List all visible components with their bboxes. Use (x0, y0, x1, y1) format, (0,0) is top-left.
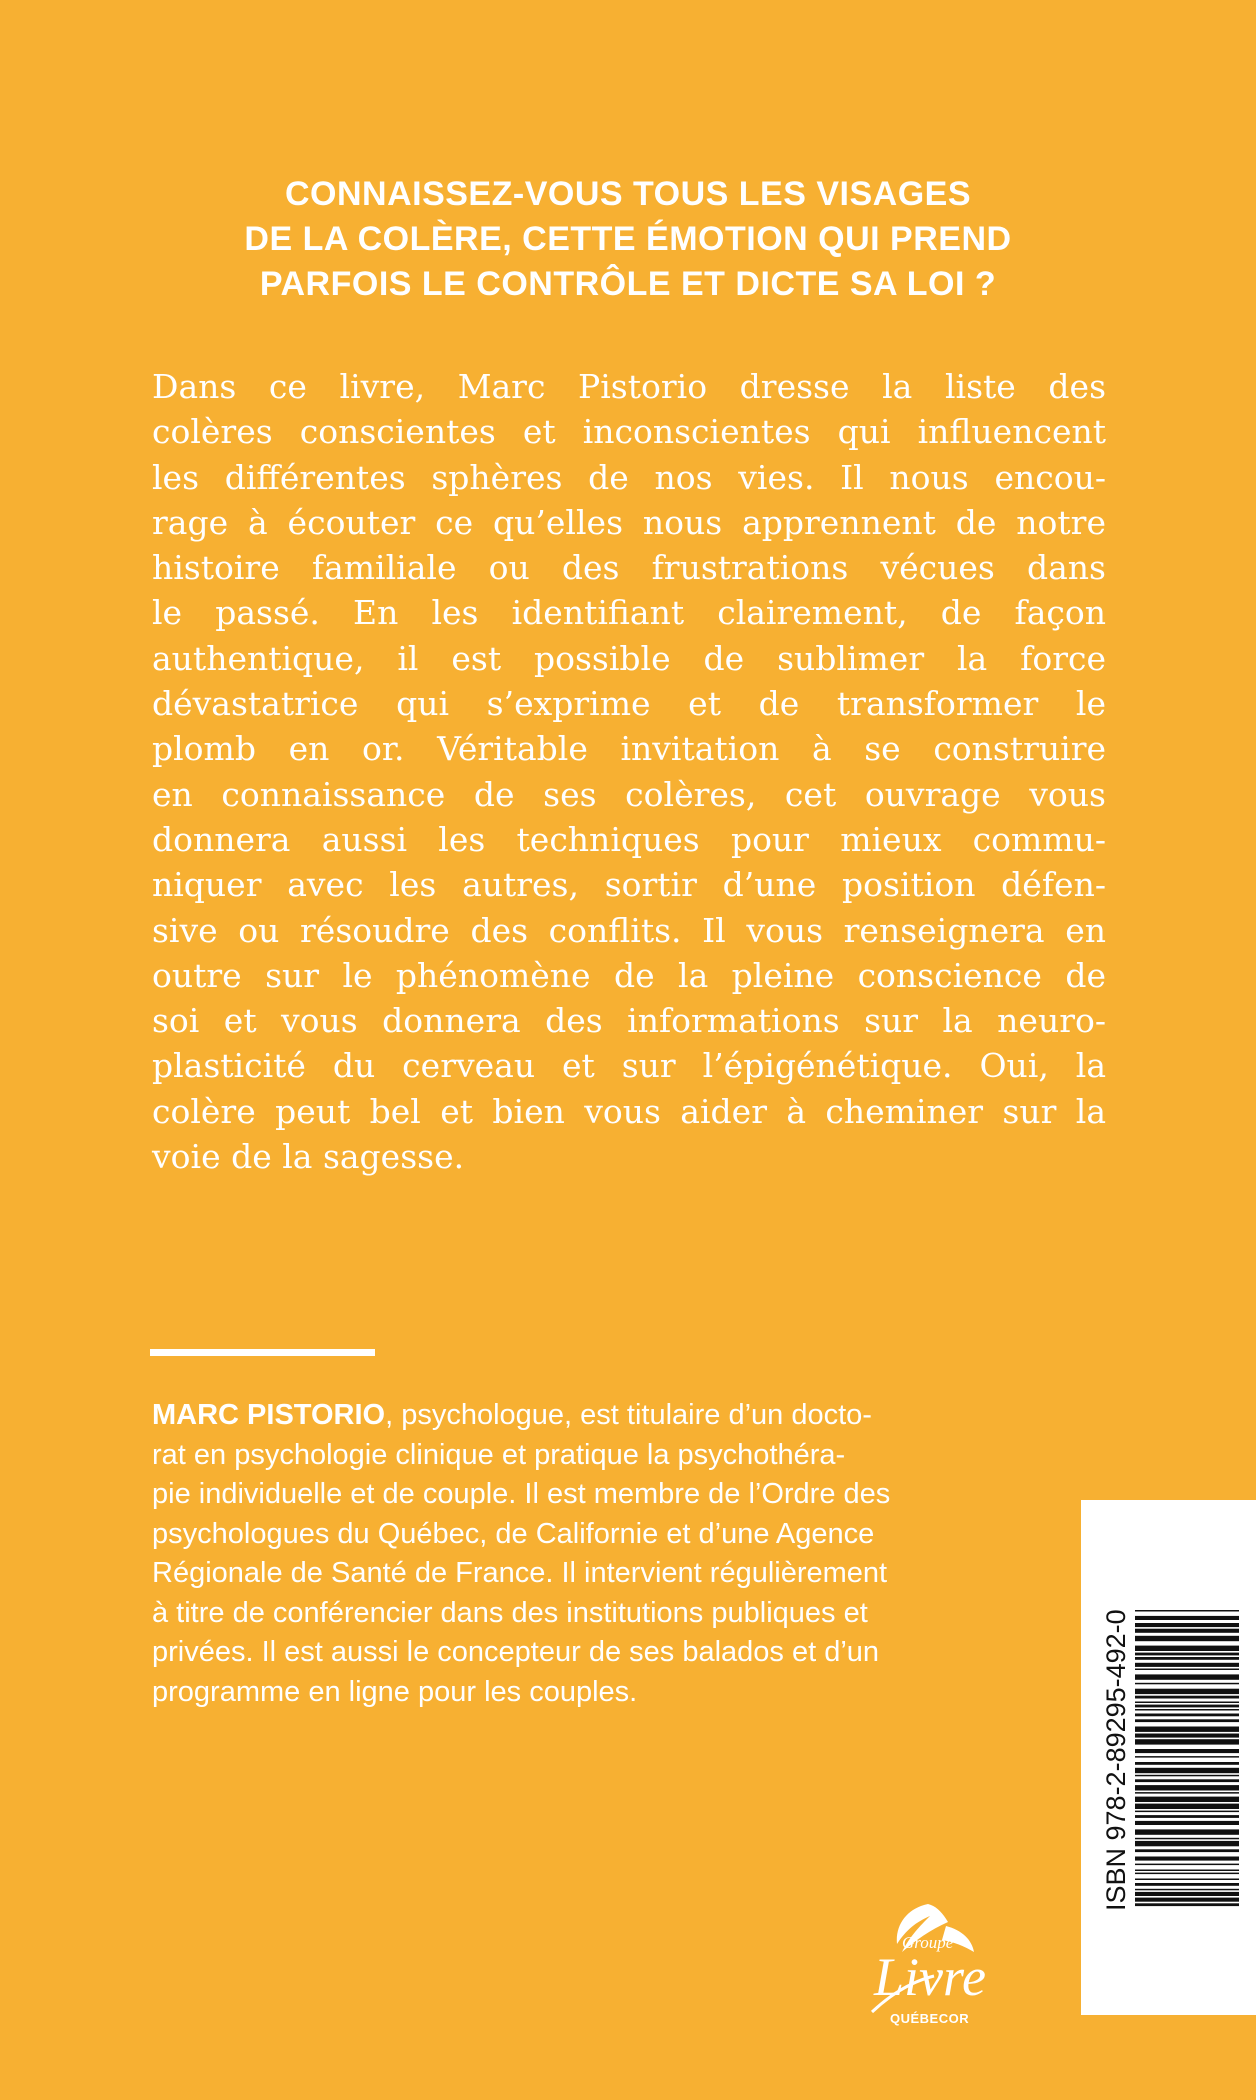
headline (150, 172, 1106, 307)
section-divider (150, 1349, 375, 1356)
barcode-bar (1135, 1898, 1239, 1902)
barcode-bar (1135, 1811, 1239, 1813)
barcode-bar (1135, 1756, 1239, 1758)
barcode-bar (1135, 1727, 1239, 1732)
barcode-bar (1135, 1797, 1239, 1802)
barcode-bar (1135, 1804, 1239, 1809)
headline-line: CONNAISSEZ-VOUS TOUS LES VISAGES (284, 175, 972, 213)
barcode-bar (1135, 1903, 1239, 1906)
barcode-bar (1135, 1821, 1239, 1825)
description-line: sive ou résoudre des conflits. Il vous renseignera en (152, 910, 1106, 950)
barcode-bar (1135, 1849, 1239, 1852)
barcode-bar (1135, 1657, 1239, 1660)
barcode-bar (1135, 1696, 1239, 1699)
barcode-bar (1135, 1829, 1239, 1834)
headline-line: DE LA COLÈRE, CETTE ÉMOTION QUI PREND (244, 220, 1012, 258)
barcode-bar (1135, 1719, 1239, 1722)
barcode-bar (1135, 1669, 1239, 1671)
barcode-bar (1135, 1636, 1239, 1641)
barcode-bar (1135, 1857, 1239, 1861)
barcode-bar (1135, 1838, 1239, 1840)
bio-first-line-rest: , psychologue, est titulaire d’un docto- (385, 1399, 872, 1431)
barcode-bar (1135, 1762, 1239, 1765)
headline-line: PARFOIS LE CONTRÔLE ET DICTE SA LOI ? (259, 265, 997, 303)
barcode-bar (1135, 1775, 1239, 1777)
description-line: niquer avec les autres, sortir d’une position défen- (152, 865, 1106, 905)
barcode-bar (1135, 1883, 1239, 1886)
barcode-bar (1135, 1768, 1239, 1773)
description-line: histoire familiale ou des frustrations vécues dans (152, 548, 1106, 588)
description-line: plasticité du cerveau et sur l’épigénétique. Oui, la (152, 1046, 1106, 1086)
barcode-bar (1135, 1674, 1239, 1679)
publisher-logo (850, 1900, 1010, 2050)
barcode-bar (1135, 1683, 1239, 1685)
bio-line: pie individuelle et de couple. Il est membre de l’Ordre des (152, 1478, 891, 1510)
barcode-bar (1135, 1616, 1239, 1620)
logo-quebecor-text: QUÉBECOR (890, 2011, 970, 2026)
barcode-bar (1135, 1646, 1239, 1651)
bio-line: privées. Il est aussi le concepteur de ses balados et d’un (152, 1636, 880, 1668)
barcode-bar (1135, 1714, 1239, 1717)
description-line: colères conscientes et inconscientes qui influencent (152, 412, 1106, 452)
description-line: voie de la sagesse. (152, 1137, 465, 1177)
barcode-bar (1135, 1870, 1239, 1872)
description-line: authentique, il est possible de sublimer la force (152, 638, 1106, 678)
barcode-bar (1135, 1663, 1239, 1667)
description-line: les différentes sphères de nos vies. Il nous encou- (152, 457, 1106, 497)
logo-groupe-text: Groupe (902, 1933, 954, 1952)
description-line: outre sur le phénomène de la pleine conscience de (152, 955, 1106, 995)
barcode-bar (1135, 1739, 1239, 1744)
barcode-bar (1135, 1841, 1239, 1846)
description-line: plomb en or. Véritable invitation à se construire (152, 729, 1106, 769)
barcode-bar (1135, 1892, 1239, 1896)
barcode-bar (1135, 1702, 1239, 1704)
barcode-bar (1135, 1689, 1239, 1694)
barcode-bar (1135, 1623, 1239, 1627)
bio-line: programme en ligne pour les couples. (152, 1675, 638, 1708)
barcode-bar (1135, 1610, 1239, 1612)
bio-line: à titre de conférencier dans des institutions publiques et (152, 1596, 868, 1629)
barcode-icon (1081, 1500, 1256, 2015)
barcode-bar (1135, 1709, 1239, 1711)
bio-line (152, 1396, 1012, 1436)
barcode-bar (1135, 1749, 1239, 1753)
isbn-label: ISBN 978-2-89295-492-0 (1101, 1609, 1131, 1911)
barcode-bar (1135, 1815, 1239, 1818)
bio-line: rat en psychologie clinique et pratique la psychothéra- (152, 1438, 846, 1471)
barcode-bar (1135, 1792, 1239, 1794)
isbn-barcode-panel (1081, 1500, 1256, 2015)
book-description (152, 364, 1106, 1179)
barcode-bar (1135, 1734, 1239, 1738)
barcode-bar (1135, 1889, 1239, 1891)
barcode-bar (1135, 1864, 1239, 1866)
description-line: en connaissance de ses colères, cet ouvrage vous (152, 774, 1106, 814)
barcode-bar (1135, 1785, 1239, 1790)
description-line: donnera aussi les techniques pour mieux commu- (152, 819, 1106, 859)
barcode-bar (1135, 1779, 1239, 1782)
author-name: MARC PISTORIO (152, 1399, 386, 1431)
description-line: soi et vous donnera des informations sur la neuro- (152, 1001, 1106, 1041)
barcode-bar (1135, 1705, 1239, 1708)
description-line: dévastatrice qui s’exprime et de transformer le (152, 684, 1106, 724)
author-bio (152, 1396, 1012, 1712)
bio-line: Régionale de Santé de France. Il intervient régulièrement (152, 1557, 888, 1589)
description-line: Dans ce livre, Marc Pistorio dresse la liste des (152, 367, 1106, 406)
barcode-bar (1135, 1629, 1239, 1633)
bio-line: psychologues du Québec, de Californie et d’une Agence (152, 1517, 875, 1550)
barcode-bar (1135, 1653, 1239, 1656)
description-line: le passé. En les identifiant clairement, de façon (152, 593, 1106, 633)
barcode-bar (1135, 1879, 1239, 1881)
barcode-bars (1135, 1610, 1239, 1906)
description-line: colère peut bel et bien vous aider à cheminer sur la (152, 1091, 1106, 1131)
description-line: rage à écouter ce qu’elles nous apprennent de notre (152, 502, 1106, 542)
barcode-bar (1135, 1873, 1239, 1875)
logo-livre-text: Livre (874, 1947, 986, 2007)
